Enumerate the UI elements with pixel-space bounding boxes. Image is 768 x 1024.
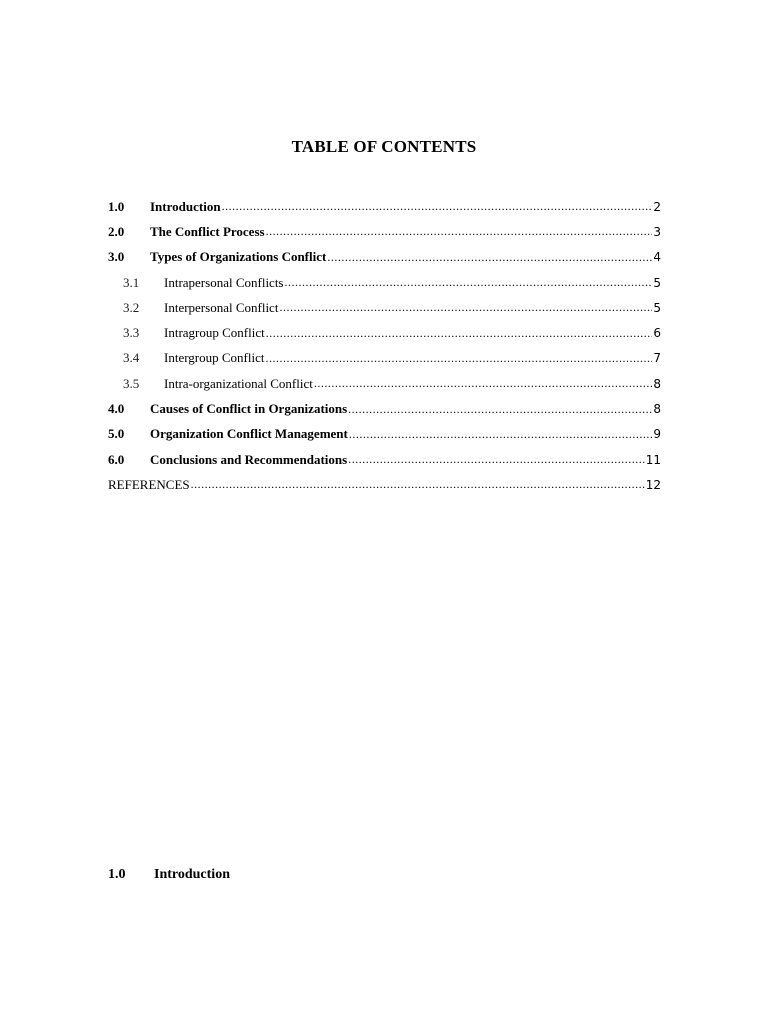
toc-entry-label: Intergroup Conflict	[164, 350, 265, 366]
toc-entry-number: 1.0	[108, 198, 125, 214]
toc-entry-intrapersonal[interactable]	[108, 270, 661, 295]
toc-entry-label: Conclusions and Recommendations	[150, 451, 348, 467]
toc-entry-label: Interpersonal Conflict	[164, 299, 279, 315]
toc-entry-page: 8	[653, 376, 661, 391]
section-title: Introduction	[154, 867, 230, 882]
toc-title: TABLE OF CONTENTS	[291, 137, 477, 156]
toc-entry-number: 3.0	[108, 249, 125, 265]
dot-leader	[266, 351, 653, 366]
dot-leader	[349, 427, 652, 442]
toc-entry-label: Organization Conflict Management	[150, 426, 348, 442]
toc-entry-causes-of-conflict[interactable]	[108, 396, 661, 421]
section-number: 1.0	[108, 867, 126, 882]
toc-entry-page: 9	[653, 427, 661, 442]
toc-entry-label: Intra-organizational Conflict	[164, 375, 313, 391]
toc-entry-intragroup[interactable]	[108, 320, 661, 345]
toc-entry-number: 4.0	[108, 401, 125, 417]
toc-entry-label: Types of Organizations Conflict	[150, 249, 327, 265]
toc-entry-label: Causes of Conflict in Organizations	[150, 401, 348, 417]
toc-entry-conflict-process[interactable]	[108, 219, 661, 244]
toc-entry-label: Introduction	[150, 198, 221, 214]
toc-entry-number: 3.3	[123, 325, 140, 341]
toc-entry-number: 6.0	[108, 451, 125, 467]
dot-leader	[266, 224, 653, 239]
toc-entry-page: 8	[653, 402, 661, 417]
toc-entry-interpersonal[interactable]	[108, 295, 661, 320]
toc-entry-introduction[interactable]	[108, 194, 661, 219]
dot-leader	[266, 326, 653, 341]
table-of-contents	[108, 194, 661, 498]
toc-entry-page: 5	[653, 275, 661, 290]
toc-entry-number: 2.0	[108, 223, 125, 239]
toc-entry-page: 11	[645, 452, 661, 467]
toc-entry-page: 4	[653, 250, 661, 265]
toc-entry-types-of-conflict[interactable]	[108, 245, 661, 270]
toc-entry-label: The Conflict Process	[150, 223, 265, 239]
toc-entry-page: 12	[645, 477, 661, 492]
dot-leader	[191, 477, 645, 492]
toc-entry-number: 5.0	[108, 426, 125, 442]
dot-leader	[285, 275, 653, 290]
toc-entry-number: 3.1	[123, 274, 140, 290]
dot-leader	[348, 402, 652, 417]
toc-entry-number: 3.5	[123, 375, 140, 391]
dot-leader	[222, 199, 653, 214]
toc-entry-page: 3	[653, 224, 661, 239]
toc-entry-references[interactable]	[108, 472, 661, 497]
toc-entry-conflict-management[interactable]	[108, 422, 661, 447]
toc-entry-page: 5	[653, 300, 661, 315]
dot-leader	[348, 452, 645, 467]
toc-entry-label: REFERENCES	[108, 476, 190, 492]
toc-entry-label: Intrapersonal Conflicts	[164, 274, 284, 290]
toc-entry-intergroup[interactable]	[108, 346, 661, 371]
toc-entry-intra-organizational[interactable]	[108, 371, 661, 396]
toc-entry-conclusions[interactable]	[108, 447, 661, 472]
section-heading-introduction	[108, 867, 230, 883]
dot-leader	[279, 300, 652, 315]
toc-entry-number: 3.4	[123, 350, 140, 366]
toc-entry-page: 6	[653, 326, 661, 341]
toc-entry-label: Intragroup Conflict	[164, 325, 265, 341]
toc-entry-number: 3.2	[123, 299, 140, 315]
toc-entry-page: 2	[653, 199, 661, 214]
toc-entry-page: 7	[653, 351, 661, 366]
dot-leader	[314, 376, 653, 391]
dot-leader	[327, 250, 652, 265]
